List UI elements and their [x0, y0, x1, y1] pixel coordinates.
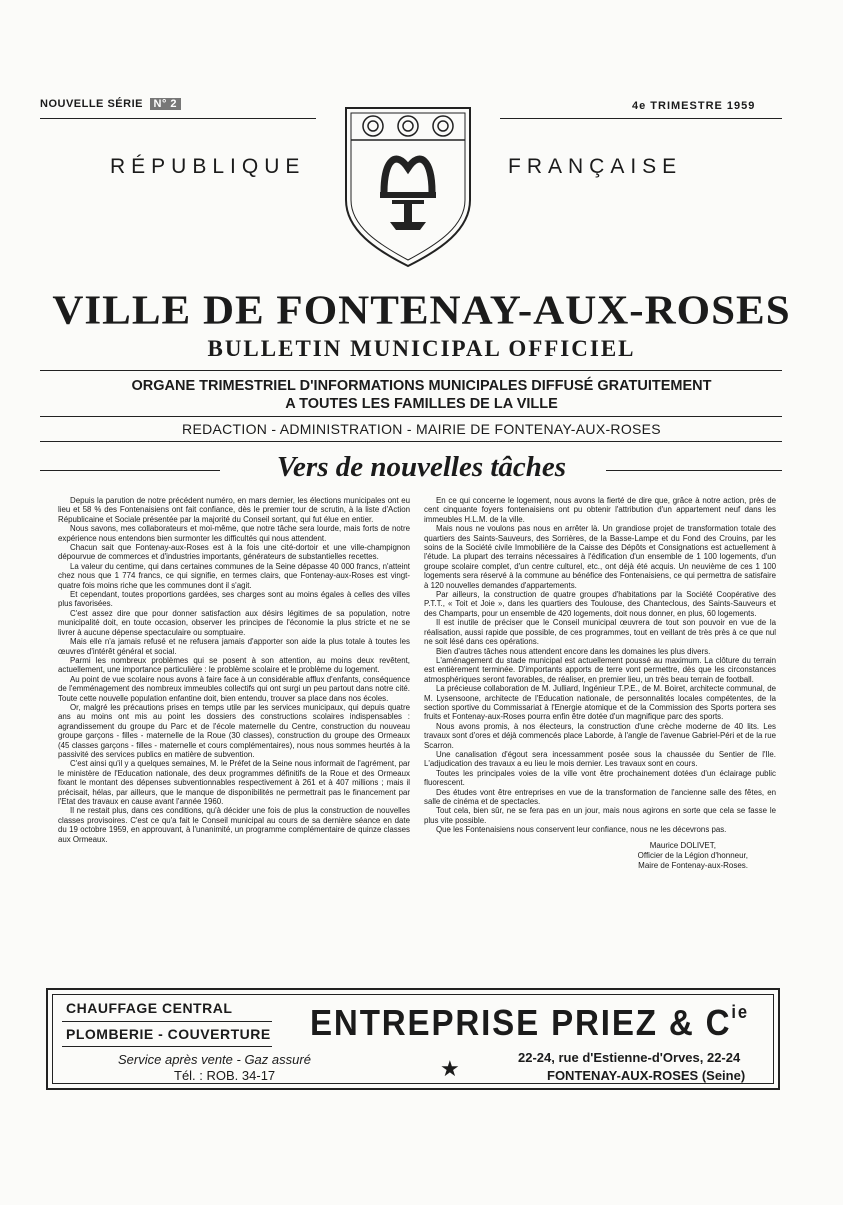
- article-paragraph: Par ailleurs, la construction de quatre groupes d'habitations par la Société Coopérative des P.T.T., « Toit et Joie », dans les quartiers des Toulouse, des Chanteclous, des Saints-Sauveurs et des Champarts, pour un ensemble de 420 logements, doit nous donner, en plus, 60 logements.: [424, 590, 776, 618]
- article-headline: Vers de nouvelles tâches: [276, 451, 567, 483]
- article-paragraph: Nous avons promis, à nos électeurs, la construction d'une crèche moderne de 40 lits. Les travaux sont d'ores et déjà commencés place Laborde, à l'angle de l'avenue Gabriel-Péri et de la rue Scarron.: [424, 721, 776, 750]
- republique-label: RÉPUBLIQUE: [110, 155, 306, 178]
- francaise-label: FRANÇAISE: [508, 155, 683, 178]
- rule-above-organe: [40, 370, 782, 371]
- signature-name: Maurice DOLIVET,: [649, 840, 716, 850]
- article-paragraph: Tout cela, bien sûr, ne se fera pas en un jour, mais nous agirons en sorte que cela se fasse le plus vite possible.: [424, 806, 776, 825]
- organe-line-1: ORGANE TRIMESTRIEL D'INFORMATIONS MUNICIPALES DIFFUSÉ GRATUITEMENT: [131, 378, 712, 394]
- article-paragraph: Il est inutile de préciser que le Conseil municipal œuvrera de tout son pouvoir en vue de la réalisation, aussi rapide que possible, de ces programmes, tout en veillant de très près à ce que nul ne soit lésé dans ces opérations.: [424, 618, 776, 647]
- article-paragraph: Mais elle n'a jamais refusé et ne refusera jamais d'apporter son aide la plus totale à toutes les œuvres d'intérêt général et social.: [58, 637, 410, 656]
- ad-separator: [62, 1046, 272, 1047]
- ad-line-heating: CHAUFFAGE CENTRAL: [66, 1000, 233, 1016]
- series-text: NOUVELLE SÉRIE: [40, 98, 143, 110]
- article-paragraph: C'est assez dire que pour donner satisfaction aux désirs légitimes de sa population, notre municipalité doit, en toute occasion, observer les principes de l'économie la plus stricte et ne se livrer à aucune dépense spectaculaire ou somptuaire.: [58, 608, 410, 637]
- coat-of-arms-icon: [340, 100, 476, 268]
- bulletin-title: BULLETIN MUNICIPAL OFFICIEL: [207, 336, 636, 361]
- article-column-left: [58, 496, 410, 844]
- article-paragraph: Toutes les principales voies de la ville vont être prochainement dotées d'un éclairage public fluorescent.: [424, 768, 776, 788]
- ad-separator: [62, 1021, 272, 1022]
- article-paragraph: Que les Fontenaisiens nous conservent leur confiance, nous ne les décevrons pas.: [436, 825, 727, 835]
- article-paragraph: Bien d'autres tâches nous attendent encore dans les domaines les plus divers.: [436, 646, 711, 656]
- ad-company-name-text: ENTREPRISE PRIEZ & C: [310, 1002, 732, 1043]
- headline-rule-right: [606, 470, 782, 471]
- article-paragraph: L'aménagement du stade municipal est actuellement poussé au maximum. La clôture du terrain est entièrement terminée. D'importants apports de terre vont permettre, dès que les circonstances atmosphériques seront favorables, de réaliser, en premier lieu, un très beau terrain de football.: [424, 655, 776, 684]
- article-paragraph: Nous savons, mes collaborateurs et moi-même, que notre tâche sera lourde, mais forts de notre expérience nous entendons bien surmonter les difficultés qui nous attendent.: [58, 524, 410, 543]
- article-paragraph: Or, malgré les précautions prises en temps utile par les services municipaux, qui depuis quatre ans au moins ont mis au point les dossiers des constructions scolaires indispensables : agrandissement du groupe du Parc et de l'école maternelle du Centre, construction du nouveau groupe garçons - filles - maternelle de la Roue (30 classes), construction du groupe des Ormeaux (45 classes garçons - filles - maternelle et cours complémentaires), nous nous sommes heurtés à la passivité des services publics en matière de subvention.: [58, 702, 410, 759]
- signature-block: [424, 841, 776, 871]
- article-paragraph: Au point de vue scolaire nous avons à faire face à un considérable afflux d'enfants, conséquence de l'emménagement des nombreux immeubles collectifs qui ont surgi un peu partout dans notre cité. Toute cette nouvelle population enfantine doit, bien entendu, trouver sa place dans nos écoles.: [58, 674, 410, 703]
- signature-title-1: Officier de la Légion d'honneur,: [637, 850, 748, 860]
- advertisement-box: [46, 988, 780, 1090]
- redaction-line: REDACTION - ADMINISTRATION - MAIRIE DE FONTENAY-AUX-ROSES: [182, 421, 661, 437]
- article-paragraph: Parmi les nombreux problèmes qui se posent à son attention, au moins deux revêtent, actuellement, une importance particulière : le problème scolaire et le problème du logement.: [58, 655, 410, 675]
- article-paragraph: Chacun sait que Fontenay-aux-Roses est à la fois une cité-dortoir et une ville-champignon dépourvue de commerces et d'industries importants, générateurs de substantielles recettes.: [58, 543, 410, 562]
- top-rule-right: [500, 118, 782, 119]
- article-paragraph: Une canalisation d'égout sera incessamment posée sous la chaussée du Sentier de l'Ile. L'adjudication des travaux a eu lieu le mois dernier. Les travaux sont en cours.: [424, 749, 776, 769]
- ad-phone-line: Tél. : ROB. 34-17: [174, 1068, 276, 1083]
- ad-line-plumbing: PLOMBERIE - COUVERTURE: [66, 1026, 271, 1042]
- article-paragraph: La précieuse collaboration de M. Julliard, Ingénieur T.P.E., de M. Boiret, architecte communal, de M. Lysensoone, architecte de l'Education nationale, de personnalités locales compétentes, de la section sportive du Commissariat à l'Energie atomique et de la Commission des Sports portera ses fruits et Fontenay-aux-Roses pourra enfin être dotée d'un magnifique parc des sports.: [424, 684, 776, 722]
- article-paragraph: La valeur du centime, qui dans certaines communes de la Seine dépasse 40 000 francs, n'atteint chez nous que 1 774 francs, ce qui signifie, en termes clairs, que Fontenay-aux-Roses est vingt-quatre fois moins riche que les communes dont il s'agit.: [58, 561, 410, 590]
- article-paragraph: Des études vont être entreprises en vue de la transformation de l'ancienne salle des fêtes, en salle de cinéma et de spectacles.: [424, 787, 776, 806]
- signature-title-2: Maire de Fontenay-aux-Roses.: [638, 860, 748, 870]
- series-label: [40, 98, 181, 110]
- organe-line-2: A TOUTES LES FAMILLES DE LA VILLE: [285, 396, 558, 412]
- top-rule-left: [40, 118, 316, 119]
- quarter-label: 4e TRIMESTRE 1959: [632, 100, 756, 112]
- article-paragraph: C'est ainsi qu'il y a quelques semaines, M. le Préfet de la Seine nous informait de l'agrément, par le ministère de l'Education nationale, des deux programmes définitifs de la Roue et des Ormeaux fixant le montant des dépenses subventionnables respectivement à 261 et à 407 millions ; mais il précisait, hélas, par ailleurs, que le manque de disponibilités ne permettrait pas le financement par l'Etat des travaux en cause avant l'année 1960.: [58, 759, 410, 806]
- ad-company-name: [310, 1002, 749, 1044]
- issue-badge: N° 2: [150, 98, 182, 110]
- article-paragraph: Il ne restait plus, dans ces conditions, qu'à décider une fois de plus la construction de nouvelles classes provisoires. C'est ce qu'a fait le Conseil municipal au cours de sa dernière séance en date du 19 octobre 1959, en approuvant, à l'unanimité, un programme complémentaire de quinze classes aux Ormeaux.: [58, 806, 410, 844]
- star-icon: ★: [440, 1056, 460, 1081]
- article-paragraph: Depuis la parution de notre précédent numéro, en mars dernier, les élections municipales ont eu lieu et 58 % des Fontenaisiens ont fait confiance, dès le premier tour de scrutin, à la liste d'Action Républicaine et Sociale présentée par la majorité du Conseil sortant, qui fut élue en entier.: [58, 496, 410, 524]
- article-column-right: [424, 496, 776, 871]
- ad-service-line: Service après vente - Gaz assuré: [118, 1052, 311, 1067]
- ad-address-line-2: FONTENAY-AUX-ROSES (Seine): [547, 1068, 746, 1083]
- rule-above-redaction: [40, 416, 782, 417]
- ad-address-line-1: 22-24, rue d'Estienne-d'Orves, 22-24: [518, 1050, 741, 1065]
- rule-below-redaction: [40, 441, 782, 442]
- organe-description: [0, 377, 843, 413]
- article-paragraph: Et cependant, toutes proportions gardées, ses charges sont au moins égales à celles des villes plus favorisées.: [58, 590, 410, 609]
- ad-company-name-sup: ie: [731, 1002, 749, 1022]
- article-paragraph: Mais nous ne voulons pas nous en arrêter là. Un grandiose projet de transformation totale des quartiers des Saints-Sauveurs, des Sorrières, de la Basse-Lampe et du Fond des Crouins, par les soins de la Société civile Immobilière de la Caisse des Dépôts et Consignations est actuellement à l'étude. La plupart des terrains nécessaires à l'édification d'un ensemble de 1 100 logements, d'un groupe scolaire complet, d'un centre culturel, etc., ont déjà été acquis. Un neuvième de ces 1 100 logements sera réservé à la commune au bénéfice des Fontenaisiens, ce qui permettra de satisfaire à 120 nouvelles demandes d'appartements.: [424, 524, 776, 590]
- city-title: VILLE DE FONTENAY-AUX-ROSES: [52, 288, 791, 333]
- article-paragraph: En ce qui concerne le logement, nous avons la fierté de dire que, grâce à notre action, près de cent cinquante foyers fontenaisiens ont pu obtenir l'attribution d'un appartement neuf dans les immeubles H.L.M. de la ville.: [424, 496, 776, 524]
